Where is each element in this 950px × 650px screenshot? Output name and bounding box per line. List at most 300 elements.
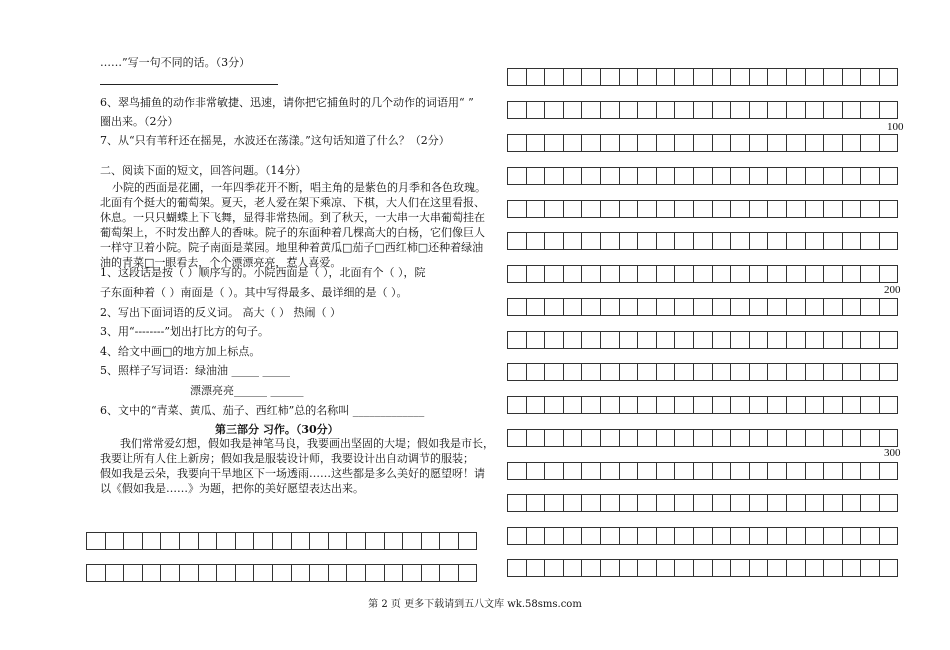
grid-cell[interactable] [786,429,806,447]
grid-cell[interactable] [767,527,787,545]
grid-cell[interactable] [712,494,732,512]
grid-cell[interactable] [674,68,694,86]
grid-cell[interactable] [656,559,676,577]
grid-cell[interactable] [767,462,787,480]
grid-cell[interactable] [581,331,601,349]
grid-cell[interactable] [712,527,732,545]
grid-cell[interactable] [767,559,787,577]
grid-cell[interactable] [656,101,676,119]
grid-cell[interactable] [749,101,769,119]
grid-cell[interactable] [637,167,657,185]
grid-cell[interactable] [693,559,713,577]
grid-cell[interactable] [421,564,441,582]
grid-cell[interactable] [730,101,750,119]
grid-cell[interactable] [674,101,694,119]
grid-cell[interactable] [365,532,385,550]
grid-cell[interactable] [544,527,564,545]
grid-cell[interactable] [674,232,694,250]
grid-cell[interactable] [656,232,676,250]
grid-cell[interactable] [786,396,806,414]
grid-cell[interactable] [805,559,825,577]
grid-cell[interactable] [458,564,478,582]
grid-cell[interactable] [879,298,899,316]
grid-cell[interactable] [581,363,601,381]
grid-cell[interactable] [563,298,583,316]
grid-cell[interactable] [637,200,657,218]
grid-cell[interactable] [600,167,620,185]
grid-cell[interactable] [563,363,583,381]
grid-cell[interactable] [823,101,843,119]
grid-cell[interactable] [619,363,639,381]
grid-cell[interactable] [656,200,676,218]
grid-cell[interactable] [656,298,676,316]
grid-cell[interactable] [581,494,601,512]
grid-cell[interactable] [860,331,880,349]
grid-cell[interactable] [674,200,694,218]
grid-cell[interactable] [123,564,143,582]
grid-cell[interactable] [823,265,843,283]
grid-cell[interactable] [507,68,527,86]
grid-cell[interactable] [600,396,620,414]
grid-cell[interactable] [563,396,583,414]
grid-cell[interactable] [656,494,676,512]
grid-cell[interactable] [105,532,125,550]
grid-cell[interactable] [712,167,732,185]
grid-cell[interactable] [879,331,899,349]
grid-cell[interactable] [142,532,162,550]
grid-cell[interactable] [526,200,546,218]
grid-cell[interactable] [563,232,583,250]
grid-cell[interactable] [619,232,639,250]
grid-cell[interactable] [309,532,329,550]
grid-cell[interactable] [786,68,806,86]
grid-cell[interactable] [749,396,769,414]
grid-cell[interactable] [730,494,750,512]
grid-cell[interactable] [619,559,639,577]
grid-cell[interactable] [860,363,880,381]
grid-cell[interactable] [749,331,769,349]
grid-cell[interactable] [544,101,564,119]
grid-cell[interactable] [384,564,404,582]
grid-cell[interactable] [674,363,694,381]
grid-cell[interactable] [365,564,385,582]
grid-cell[interactable] [600,68,620,86]
grid-cell[interactable] [805,265,825,283]
grid-cell[interactable] [544,167,564,185]
grid-cell[interactable] [749,527,769,545]
grid-cell[interactable] [805,494,825,512]
grid-cell[interactable] [823,429,843,447]
grid-cell[interactable] [507,462,527,480]
grid-cell[interactable] [805,298,825,316]
grid-cell[interactable] [253,532,273,550]
grid-cell[interactable] [860,167,880,185]
grid-cell[interactable] [749,363,769,381]
grid-cell[interactable] [526,559,546,577]
grid-cell[interactable] [749,232,769,250]
writing-grid-row[interactable] [507,363,897,381]
grid-cell[interactable] [563,429,583,447]
grid-cell[interactable] [712,462,732,480]
grid-cell[interactable] [842,200,862,218]
grid-cell[interactable] [507,167,527,185]
grid-cell[interactable] [600,527,620,545]
writing-grid-row[interactable] [507,494,897,512]
grid-cell[interactable] [637,494,657,512]
grid-cell[interactable] [730,200,750,218]
writing-grid-row[interactable] [507,167,897,185]
grid-cell[interactable] [730,429,750,447]
grid-cell[interactable] [786,167,806,185]
grid-cell[interactable] [272,532,292,550]
grid-cell[interactable] [160,532,180,550]
grid-cell[interactable] [860,265,880,283]
grid-cell[interactable] [879,559,899,577]
grid-cell[interactable] [507,232,527,250]
grid-cell[interactable] [842,134,862,152]
grid-cell[interactable] [879,68,899,86]
grid-cell[interactable] [842,396,862,414]
grid-cell[interactable] [619,200,639,218]
grid-cell[interactable] [749,265,769,283]
grid-cell[interactable] [458,532,478,550]
grid-cell[interactable] [674,462,694,480]
grid-cell[interactable] [384,532,404,550]
grid-cell[interactable] [544,494,564,512]
grid-cell[interactable] [693,167,713,185]
grid-cell[interactable] [842,68,862,86]
grid-cell[interactable] [842,331,862,349]
grid-cell[interactable] [581,167,601,185]
grid-cell[interactable] [563,167,583,185]
grid-cell[interactable] [879,101,899,119]
grid-cell[interactable] [786,134,806,152]
grid-cell[interactable] [253,564,273,582]
grid-cell[interactable] [637,429,657,447]
grid-cell[interactable] [563,494,583,512]
grid-cell[interactable] [767,232,787,250]
grid-cell[interactable] [544,462,564,480]
grid-cell[interactable] [544,232,564,250]
grid-cell[interactable] [507,363,527,381]
grid-cell[interactable] [730,363,750,381]
grid-cell[interactable] [823,494,843,512]
grid-cell[interactable] [637,396,657,414]
grid-cell[interactable] [860,232,880,250]
grid-cell[interactable] [637,134,657,152]
grid-cell[interactable] [637,265,657,283]
grid-cell[interactable] [693,331,713,349]
grid-cell[interactable] [656,429,676,447]
writing-grid-row[interactable] [507,298,897,316]
writing-grid-row[interactable] [86,564,476,582]
grid-cell[interactable] [842,429,862,447]
grid-cell[interactable] [805,462,825,480]
grid-cell[interactable] [674,265,694,283]
grid-cell[interactable] [563,200,583,218]
grid-cell[interactable] [600,200,620,218]
grid-cell[interactable] [730,462,750,480]
grid-cell[interactable] [860,200,880,218]
grid-cell[interactable] [581,68,601,86]
grid-cell[interactable] [526,494,546,512]
grid-cell[interactable] [842,462,862,480]
grid-cell[interactable] [86,564,106,582]
grid-cell[interactable] [823,331,843,349]
writing-grid-row[interactable] [86,532,476,550]
grid-cell[interactable] [879,232,899,250]
grid-cell[interactable] [730,331,750,349]
grid-cell[interactable] [749,494,769,512]
grid-cell[interactable] [786,363,806,381]
grid-cell[interactable] [581,265,601,283]
grid-cell[interactable] [730,232,750,250]
grid-cell[interactable] [712,232,732,250]
grid-cell[interactable] [712,101,732,119]
grid-cell[interactable] [526,265,546,283]
grid-cell[interactable] [805,527,825,545]
grid-cell[interactable] [526,429,546,447]
grid-cell[interactable] [879,265,899,283]
grid-cell[interactable] [600,265,620,283]
grid-cell[interactable] [842,167,862,185]
grid-cell[interactable] [860,527,880,545]
grid-cell[interactable] [693,396,713,414]
grid-cell[interactable] [656,167,676,185]
grid-cell[interactable] [637,68,657,86]
grid-cell[interactable] [581,298,601,316]
grid-cell[interactable] [544,68,564,86]
grid-cell[interactable] [674,167,694,185]
grid-cell[interactable] [860,429,880,447]
grid-cell[interactable] [563,265,583,283]
grid-cell[interactable] [823,200,843,218]
grid-cell[interactable] [544,396,564,414]
grid-cell[interactable] [581,559,601,577]
grid-cell[interactable] [805,331,825,349]
grid-cell[interactable] [730,167,750,185]
writing-grid-row[interactable] [507,429,897,447]
grid-cell[interactable] [786,331,806,349]
grid-cell[interactable] [674,494,694,512]
grid-cell[interactable] [526,363,546,381]
grid-cell[interactable] [544,298,564,316]
grid-cell[interactable] [693,265,713,283]
grid-cell[interactable] [786,527,806,545]
grid-cell[interactable] [656,527,676,545]
grid-cell[interactable] [842,265,862,283]
grid-cell[interactable] [674,429,694,447]
grid-cell[interactable] [142,564,162,582]
grid-cell[interactable] [346,564,366,582]
grid-cell[interactable] [767,101,787,119]
grid-cell[interactable] [693,527,713,545]
grid-cell[interactable] [730,396,750,414]
grid-cell[interactable] [767,494,787,512]
grid-cell[interactable] [619,527,639,545]
grid-cell[interactable] [749,462,769,480]
grid-cell[interactable] [693,134,713,152]
grid-cell[interactable] [749,167,769,185]
grid-cell[interactable] [637,298,657,316]
grid-cell[interactable] [674,527,694,545]
grid-cell[interactable] [544,429,564,447]
grid-cell[interactable] [767,200,787,218]
grid-cell[interactable] [767,134,787,152]
writing-grid-row[interactable] [507,462,897,480]
grid-cell[interactable] [507,527,527,545]
grid-cell[interactable] [235,532,255,550]
grid-cell[interactable] [526,331,546,349]
grid-cell[interactable] [786,232,806,250]
grid-cell[interactable] [749,134,769,152]
grid-cell[interactable] [544,363,564,381]
grid-cell[interactable] [619,396,639,414]
grid-cell[interactable] [674,331,694,349]
writing-grid-row[interactable] [507,527,897,545]
grid-cell[interactable] [823,462,843,480]
grid-cell[interactable] [860,298,880,316]
grid-cell[interactable] [749,429,769,447]
grid-cell[interactable] [526,167,546,185]
grid-cell[interactable] [216,564,236,582]
grid-cell[interactable] [674,298,694,316]
grid-cell[interactable] [439,564,459,582]
grid-cell[interactable] [879,429,899,447]
grid-cell[interactable] [860,68,880,86]
grid-cell[interactable] [786,265,806,283]
grid-cell[interactable] [656,396,676,414]
writing-grid-row[interactable] [507,232,897,250]
grid-cell[interactable] [805,134,825,152]
grid-cell[interactable] [767,68,787,86]
grid-cell[interactable] [805,167,825,185]
grid-cell[interactable] [179,532,199,550]
grid-cell[interactable] [581,396,601,414]
grid-cell[interactable] [439,532,459,550]
grid-cell[interactable] [805,200,825,218]
grid-cell[interactable] [879,167,899,185]
grid-cell[interactable] [619,494,639,512]
grid-cell[interactable] [693,363,713,381]
grid-cell[interactable] [879,462,899,480]
grid-cell[interactable] [842,232,862,250]
grid-cell[interactable] [860,396,880,414]
grid-cell[interactable] [712,396,732,414]
grid-cell[interactable] [712,363,732,381]
grid-cell[interactable] [619,331,639,349]
grid-cell[interactable] [674,559,694,577]
grid-cell[interactable] [581,462,601,480]
grid-cell[interactable] [823,363,843,381]
grid-cell[interactable] [842,527,862,545]
grid-cell[interactable] [693,494,713,512]
grid-cell[interactable] [712,265,732,283]
grid-cell[interactable] [860,559,880,577]
writing-grid-row[interactable] [507,265,897,283]
grid-cell[interactable] [823,134,843,152]
grid-cell[interactable] [272,564,292,582]
grid-cell[interactable] [328,564,348,582]
grid-cell[interactable] [544,265,564,283]
grid-cell[interactable] [786,298,806,316]
grid-cell[interactable] [309,564,329,582]
grid-cell[interactable] [581,101,601,119]
grid-cell[interactable] [526,298,546,316]
grid-cell[interactable] [619,298,639,316]
grid-cell[interactable] [749,200,769,218]
grid-cell[interactable] [563,462,583,480]
grid-cell[interactable] [767,429,787,447]
grid-cell[interactable] [600,429,620,447]
grid-cell[interactable] [563,331,583,349]
grid-cell[interactable] [235,564,255,582]
grid-cell[interactable] [637,559,657,577]
grid-cell[interactable] [563,559,583,577]
grid-cell[interactable] [86,532,106,550]
grid-cell[interactable] [619,429,639,447]
grid-cell[interactable] [507,101,527,119]
grid-cell[interactable] [600,462,620,480]
writing-grid-row[interactable] [507,68,897,86]
grid-cell[interactable] [619,462,639,480]
grid-cell[interactable] [526,527,546,545]
grid-cell[interactable] [507,331,527,349]
writing-grid-row[interactable] [507,200,897,218]
grid-cell[interactable] [842,559,862,577]
grid-cell[interactable] [291,564,311,582]
grid-cell[interactable] [860,134,880,152]
grid-cell[interactable] [842,363,862,381]
grid-cell[interactable] [526,232,546,250]
grid-cell[interactable] [421,532,441,550]
grid-cell[interactable] [526,101,546,119]
grid-cell[interactable] [526,462,546,480]
grid-cell[interactable] [656,134,676,152]
grid-cell[interactable] [842,298,862,316]
grid-cell[interactable] [712,331,732,349]
grid-cell[interactable] [637,527,657,545]
grid-cell[interactable] [749,68,769,86]
writing-grid-row[interactable] [507,134,897,152]
grid-cell[interactable] [160,564,180,582]
grid-cell[interactable] [600,363,620,381]
grid-cell[interactable] [693,200,713,218]
grid-cell[interactable] [730,134,750,152]
grid-cell[interactable] [179,564,199,582]
grid-cell[interactable] [730,298,750,316]
grid-cell[interactable] [786,559,806,577]
grid-cell[interactable] [600,101,620,119]
grid-cell[interactable] [563,527,583,545]
grid-cell[interactable] [805,68,825,86]
writing-grid-row[interactable] [507,559,897,577]
grid-cell[interactable] [786,200,806,218]
grid-cell[interactable] [879,396,899,414]
grid-cell[interactable] [860,462,880,480]
grid-cell[interactable] [767,298,787,316]
grid-cell[interactable] [712,559,732,577]
grid-cell[interactable] [656,331,676,349]
grid-cell[interactable] [600,232,620,250]
grid-cell[interactable] [823,167,843,185]
grid-cell[interactable] [563,134,583,152]
grid-cell[interactable] [823,68,843,86]
grid-cell[interactable] [805,363,825,381]
grid-cell[interactable] [637,462,657,480]
grid-cell[interactable] [693,68,713,86]
grid-cell[interactable] [581,200,601,218]
